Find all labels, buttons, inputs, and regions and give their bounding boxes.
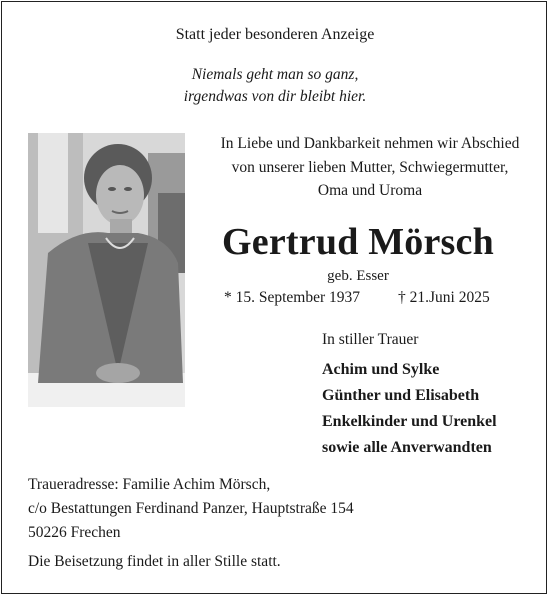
mourning-intro: In stiller Trauer [322,331,419,348]
birth-name: geb. Esser [327,268,389,284]
mourner-2: Günther und Elisabeth [322,387,480,404]
address-line-3: 50226 Frechen [28,524,121,541]
motto-line-1: Niemals geht man so ganz, [191,66,359,83]
motto-line-2: irgendwas von dir bleibt hier. [183,88,367,105]
intro-line-3: Oma und Uroma [317,182,423,199]
mourner-3: Enkelkinder und Urenkel [322,413,497,430]
notice-heading: Statt jeder besonderen Anzeige [175,26,375,43]
burial-note: Die Beisetzung findet in aller Stille statt. [28,553,281,570]
mourning-address [28,473,354,545]
mourners-list [322,357,497,461]
farewell-intro [190,132,550,203]
mourner-4: sowie alle Anverwandten [322,439,492,456]
birth-date: * 15. September 1937 [224,289,361,306]
address-line-2: c/o Bestattungen Ferdinand Panzer, Hauptstraße 154 [28,500,354,517]
address-line-1: Traueradresse: Familie Achim Mörsch, [28,476,271,493]
intro-line-2: von unserer lieben Mutter, Schwiegermutter, [231,158,509,176]
death-date: † 21.Juni 2025 [398,289,490,306]
mourner-1: Achim und Sylke [322,361,440,378]
deceased-name: Gertrud Mörsch [222,221,494,263]
portrait-photo [28,133,185,407]
intro-line-1: In Liebe und Dankbarkeit nehmen wir Abschied [220,135,520,152]
motto [0,64,550,108]
